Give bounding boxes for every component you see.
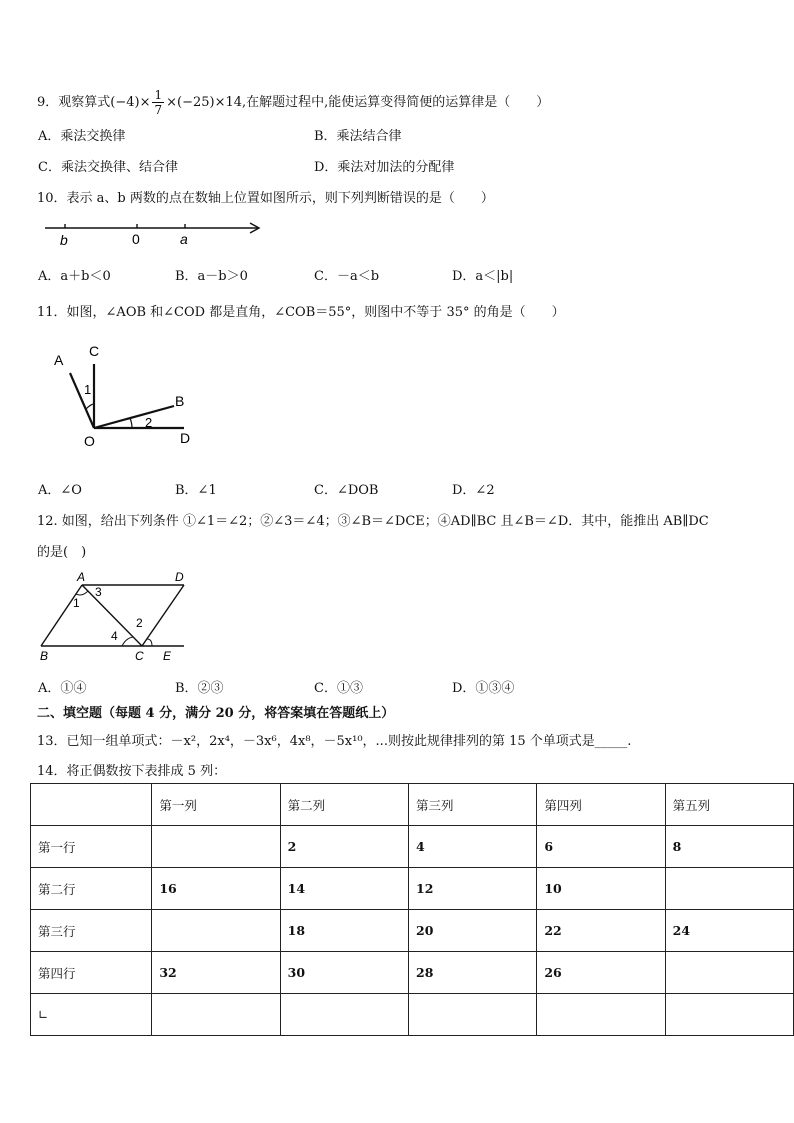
q10-stem: 10．表示 a、b 两数的点在数轴上位置如图所示，则下列判断错误的是（ ） — [37, 191, 494, 206]
table-header-cell: 第二列 — [280, 784, 408, 826]
q9-option-c[interactable]: C．乘法交换律、结合律 — [38, 160, 178, 175]
q11-stem: 11．如图，∠AOB 和∠COD 都是直角，∠COB＝55°，则图中不等于 35° 的角是（ ） — [37, 305, 565, 320]
table-cell — [409, 994, 537, 1036]
section-heading-fill-in: 二、填空题（每题 4 分，满分 20 分，将答案填在答题纸上） — [37, 706, 395, 721]
q10-number-line — [40, 214, 270, 250]
q12-label-C: C — [135, 649, 144, 663]
q12-label-3: 3 — [95, 585, 102, 599]
table-header-cell: 第三列 — [409, 784, 537, 826]
q9-suffix: ×(−25)×14,在解题过程中,能使运算变得简便的运算律是（ ） — [166, 95, 550, 110]
table-header-cell: 第四列 — [537, 784, 665, 826]
table-cell: 2 — [280, 826, 408, 868]
table-header-cell: 第一列 — [152, 784, 280, 826]
q10-label-a: a — [180, 231, 188, 247]
q12-label-1: 1 — [73, 596, 80, 610]
table-cell: 28 — [409, 952, 537, 994]
table-cell: 16 — [152, 868, 280, 910]
q12-label-A: A — [77, 570, 86, 584]
q10-label-0: 0 — [132, 231, 140, 247]
table-cell: 8 — [665, 826, 793, 868]
q10-option-b[interactable]: B．a－b＞0 — [175, 269, 248, 284]
q10-option-c[interactable]: C．－a＜b — [314, 269, 380, 284]
q14-even-number-table — [30, 783, 794, 1036]
table-cell: 6 — [537, 826, 665, 868]
q11-option-d[interactable]: D．∠2 — [452, 483, 495, 498]
table-cell — [537, 994, 665, 1036]
table-cell: 14 — [280, 868, 408, 910]
q12-option-d[interactable]: D．①③④ — [452, 681, 515, 696]
table-row-label: 第一行 — [31, 826, 152, 868]
table-cell — [280, 994, 408, 1036]
q12-label-E: E — [163, 649, 172, 663]
q11-label-B: B — [175, 393, 185, 409]
table-cell — [152, 994, 280, 1036]
table-cell — [665, 994, 793, 1036]
q9-option-b[interactable]: B．乘法结合律 — [314, 129, 402, 144]
table-cell — [152, 826, 280, 868]
table-header-cell — [31, 784, 152, 826]
q9-option-a[interactable]: A．乘法交换律 — [38, 129, 126, 144]
table-cell — [152, 910, 280, 952]
table-cell: 32 — [152, 952, 280, 994]
q12-label-2: 2 — [136, 616, 143, 630]
table-cell: 18 — [280, 910, 408, 952]
q12-stem-line2: 的是( ) — [37, 545, 87, 560]
q11-angle-figure — [48, 340, 208, 452]
table-cell: 12 — [409, 868, 537, 910]
q9-fraction: $\frac{1}{7}$ — [154, 88, 163, 117]
table-header-row — [31, 784, 794, 826]
q13-stem: 13．已知一组单项式：－x²，2x⁴，－3x⁶，4x⁸，－5x¹⁰，...则按此规律排列的第 15 个单项式是_____. — [37, 734, 632, 749]
q11-option-c[interactable]: C．∠DOB — [314, 483, 379, 498]
table-row — [31, 952, 794, 994]
table-row — [31, 910, 794, 952]
table-cell — [665, 868, 793, 910]
table-cell: 30 — [280, 952, 408, 994]
q9-option-d[interactable]: D．乘法对加法的分配律 — [314, 160, 455, 175]
table-row-label: ∟ — [31, 994, 152, 1036]
q12-option-c[interactable]: C．①③ — [314, 681, 363, 696]
q11-label-2: 2 — [145, 415, 153, 430]
q11-label-1: 1 — [84, 382, 92, 397]
q10-label-b: b — [60, 232, 68, 248]
table-row — [31, 868, 794, 910]
table-cell: 4 — [409, 826, 537, 868]
q10-option-a[interactable]: A．a＋b＜0 — [38, 269, 111, 284]
table-cell — [665, 952, 793, 994]
q12-option-b[interactable]: B．②③ — [175, 681, 224, 696]
table-row — [31, 826, 794, 868]
q11-label-O: O — [84, 433, 95, 449]
table-cell: 26 — [537, 952, 665, 994]
table-cell: 22 — [537, 910, 665, 952]
q11-label-C: C — [89, 343, 100, 359]
table-header-cell: 第五列 — [665, 784, 793, 826]
q9-stem — [37, 88, 549, 117]
q12-label-B: B — [40, 649, 49, 663]
q12-option-a[interactable]: A．①④ — [38, 681, 87, 696]
table-row-label: 第四行 — [31, 952, 152, 994]
q14-stem: 14．将正偶数按下表排成 5 列： — [37, 764, 227, 779]
table-row-label: 第二行 — [31, 868, 152, 910]
q11-label-D: D — [180, 430, 191, 446]
q12-stem-line1: 12. 如图，给出下列条件 ①∠1＝∠2；②∠3＝∠4；③∠B＝∠DCE；④AD∥BC 且∠B＝∠D．其中，能推出 AB∥DC — [37, 514, 709, 529]
q12-label-4: 4 — [111, 629, 118, 643]
q10-option-d[interactable]: D．a＜|b| — [452, 269, 514, 284]
q12-label-D: D — [175, 570, 184, 584]
table-row-label: 第三行 — [31, 910, 152, 952]
q11-option-b[interactable]: B．∠1 — [175, 483, 217, 498]
q12-parallelogram-figure — [34, 569, 194, 665]
q11-label-A: A — [54, 352, 64, 368]
table-cell: 20 — [409, 910, 537, 952]
q11-option-a[interactable]: A．∠O — [38, 483, 82, 498]
table-cell: 10 — [537, 868, 665, 910]
table-cell: 24 — [665, 910, 793, 952]
q9-prefix: 9．观察算式(−4)× — [37, 95, 151, 110]
table-row — [31, 994, 794, 1036]
